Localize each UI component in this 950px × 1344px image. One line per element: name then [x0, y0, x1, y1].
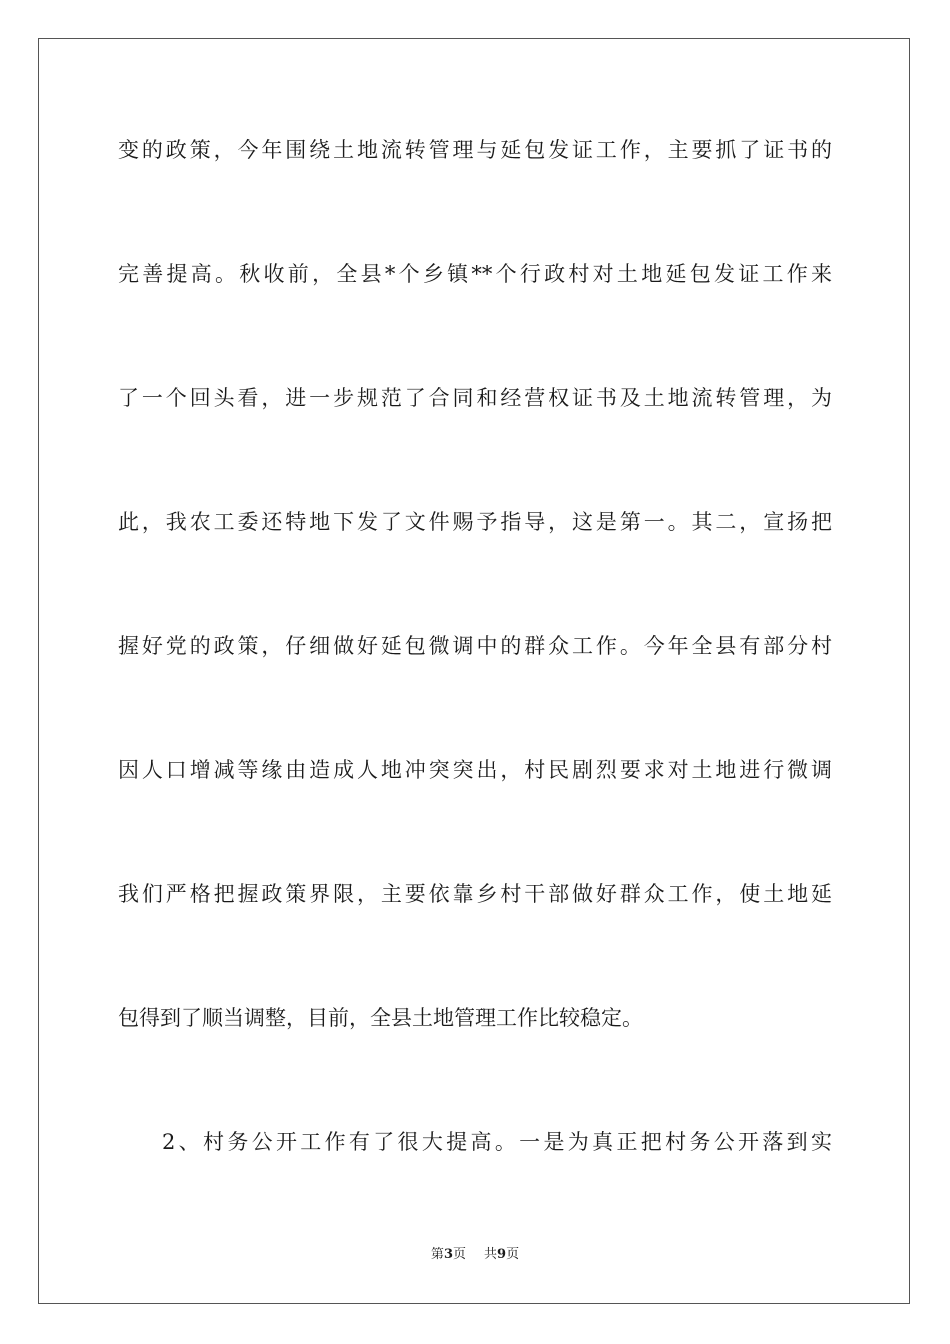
body-text-line: 因人口增减等缘由造成人地冲突突出，村民剧烈要求对土地进行微调 [118, 758, 832, 782]
page-prefix: 第 [430, 1247, 444, 1262]
body-text-line: 此，我农工委还特地下发了文件赐予指导，这是第一。其二，宣扬把 [118, 510, 832, 534]
body-text-line: 了一个回头看，进一步规范了合同和经营权证书及土地流转管理，为 [118, 386, 832, 410]
body-text-line: 完善提高。秋收前，全县*个乡镇**个行政村对土地延包发证工作来 [118, 262, 832, 286]
page-suffix: 页 [452, 1247, 466, 1262]
body-text-line: 握好党的政策，仔细做好延包微调中的群众工作。今年全县有部分村 [118, 634, 832, 658]
total-prefix: 共 [484, 1247, 498, 1262]
page-border [38, 38, 910, 1304]
body-text-line: 变的政策，今年围绕土地流转管理与延包发证工作，主要抓了证书的 [118, 138, 832, 162]
body-text-line: 包得到了顺当调整，目前，全县土地管理工作比较稳定。 [118, 1006, 643, 1030]
total-pages: 9 [497, 1247, 507, 1262]
total-suffix: 页 [506, 1247, 520, 1262]
body-text-line: 我们严格把握政策界限，主要依靠乡村干部做好群众工作，使土地延 [118, 882, 832, 906]
page-number: 3 [443, 1247, 453, 1262]
paragraph-start-line: 2、村务公开工作有了很大提高。一是为真正把村务公开落到实 [162, 1130, 832, 1154]
page-footer [0, 1246, 950, 1264]
